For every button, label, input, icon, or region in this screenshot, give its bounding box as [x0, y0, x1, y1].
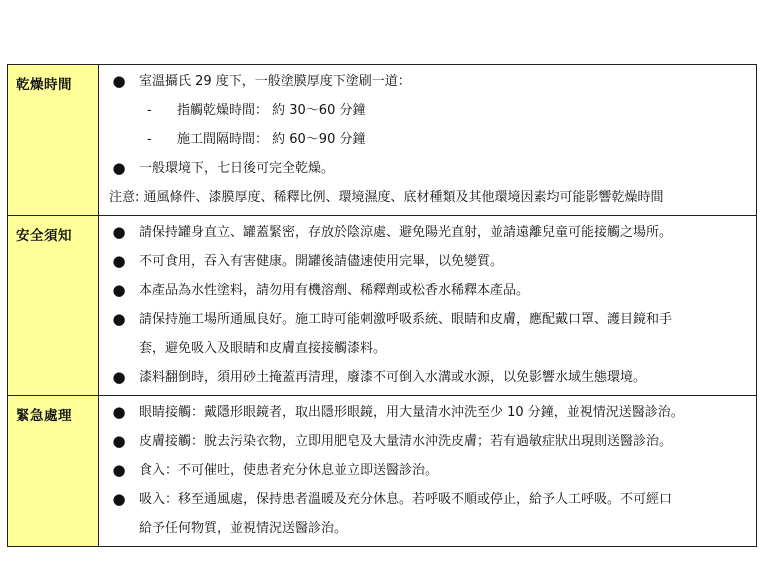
- bullet-icon: ●: [112, 72, 126, 90]
- list-item: [99, 485, 756, 543]
- list-item: [99, 456, 756, 485]
- item-text: 請保持罐身直立、罐蓋緊密，存放於陰涼處、避免陽光直射，並請遠離兒童可能接觸之場所。: [139, 225, 673, 240]
- dash-marker: -: [147, 132, 152, 147]
- bullet-icon: ●: [112, 252, 126, 270]
- bullet-icon: ●: [112, 461, 126, 479]
- note-text: 注意: 通風條件、漆膜厚度、稀釋比例、環境濕度、底材種類及其他環境因素均可能影響乾燥時間: [109, 190, 664, 205]
- bullet-icon: ●: [112, 223, 126, 241]
- list-item: [99, 218, 756, 247]
- section-emergency: [8, 396, 757, 547]
- item-text: 指觸乾燥時間： 約 30～60 分鐘: [177, 103, 366, 118]
- bullet-icon: ●: [112, 159, 126, 177]
- list-item: [99, 67, 756, 96]
- item-text: 眼睛接觸：戴隱形眼鏡者，取出隱形眼鏡，用大量清水沖洗至少 10 分鐘，並視情況送醫診治。: [139, 405, 684, 420]
- section-safety: [8, 216, 757, 396]
- list-item: [99, 363, 756, 392]
- list-item: [99, 305, 756, 363]
- sub-item: [99, 96, 756, 125]
- bullet-icon: ●: [112, 432, 126, 450]
- list-item: [99, 398, 756, 427]
- sub-item: [99, 125, 756, 154]
- item-text: 請保持施工場所通風良好。施工時可能刺激呼吸系統、眼睛和皮膚，應配戴口罩、護目鏡和手: [139, 312, 673, 327]
- list-item: [99, 276, 756, 305]
- item-text: 施工間隔時間： 約 60～90 分鐘: [177, 132, 366, 147]
- item-text: 食入：不可催吐，使患者充分休息並立即送醫診治。: [139, 463, 439, 478]
- section-content: [99, 65, 757, 216]
- item-text: 室溫攝氏 29 度下，一般塗膜厚度下塗刷一道：: [139, 74, 411, 89]
- section-label: 乾燥時間: [8, 65, 99, 216]
- item-text: 吸入：移至通風處，保持患者溫暖及充分休息。若呼吸不順或停止，給予人工呼吸。不可經口: [139, 492, 673, 507]
- dash-marker: -: [147, 103, 152, 118]
- list-item: [99, 154, 756, 183]
- section-content: [99, 216, 757, 396]
- item-text-block: [139, 305, 756, 363]
- bullet-icon: ●: [112, 281, 126, 299]
- item-text: 不可食用，吞入有害健康。開罐後請儘速使用完畢，以免變質。: [139, 254, 504, 269]
- section-content: [99, 396, 757, 547]
- list-item: [99, 247, 756, 276]
- item-text: 皮膚接觸：脫去污染衣物，立即用肥皂及大量清水沖洗皮膚；若有過敏症狀出現則送醫診治。: [139, 434, 673, 449]
- bullet-icon: ●: [112, 403, 126, 421]
- item-text-continued: 套，避免吸入及眼睛和皮膚直接接觸漆料。: [139, 341, 387, 356]
- list-item: [99, 427, 756, 456]
- section-label: 安全須知: [8, 216, 99, 396]
- item-text-block: [139, 485, 756, 543]
- bullet-icon: ●: [112, 490, 126, 508]
- section-drying-time: [8, 65, 757, 216]
- section-label: 緊急處理: [8, 396, 99, 547]
- item-text: 漆料翻倒時，須用砂土掩蓋再清理，廢漆不可倒入水溝或水源，以免影響水域生態環境。: [139, 370, 647, 385]
- item-text-continued: 給予任何物質，並視情況送醫診治。: [139, 521, 348, 536]
- bullet-icon: ●: [112, 310, 126, 328]
- product-info-table: [7, 64, 757, 547]
- item-text: 一般環境下，七日後可完全乾燥。: [139, 161, 335, 176]
- bullet-icon: ●: [112, 368, 126, 386]
- item-text: 本產品為水性塗料，請勿用有機溶劑、稀釋劑或松香水稀釋本產品。: [139, 283, 530, 298]
